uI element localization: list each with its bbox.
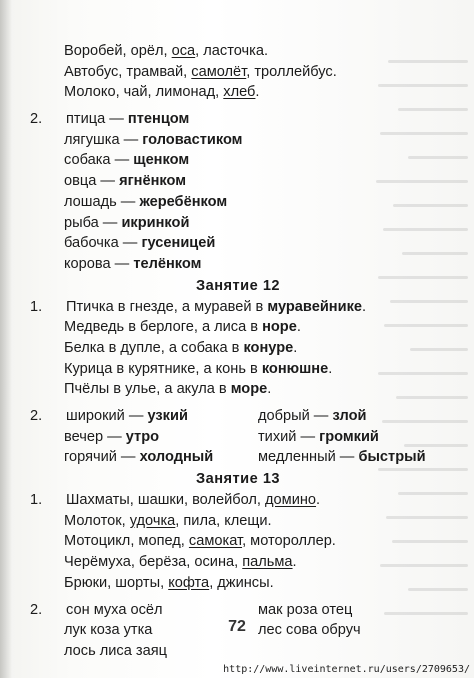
text: Белка в дупле, а собака в: [64, 339, 244, 356]
bold-answer: щенком: [133, 152, 190, 169]
answer-line: [28, 150, 428, 170]
text: , пила, клещи.: [175, 512, 272, 529]
answer-line: [28, 254, 428, 274]
answer-line: [28, 511, 428, 531]
bold-answer: конюшне: [261, 360, 329, 377]
text: Шахматы, шашки, волейбол,: [66, 492, 266, 509]
bold-answer: конуре: [243, 339, 294, 356]
bold-answer: море: [230, 381, 268, 398]
text: .: [296, 319, 301, 336]
bold-answer: икринкой: [121, 214, 190, 231]
answer-line: [28, 192, 428, 212]
answer-line: [28, 600, 428, 620]
text: тихий —: [258, 428, 320, 445]
text: собака —: [64, 152, 134, 169]
answer-line: [28, 552, 428, 572]
text: .: [293, 339, 298, 356]
text: Воробей, орёл,: [64, 43, 172, 59]
answer-line: [28, 531, 428, 551]
answer-line: [28, 297, 428, 317]
bold-answer: злой: [332, 408, 367, 424]
word-group: лось лиса заяц: [64, 642, 167, 659]
text: корова —: [64, 255, 134, 272]
text: рыба —: [64, 214, 122, 231]
underlined-word: удочка: [129, 512, 176, 529]
exercise-number: 2.: [30, 601, 43, 618]
answer-line: [28, 490, 428, 510]
text: Автобус, трамвай,: [64, 63, 192, 80]
underlined-word: кофта: [168, 574, 210, 591]
text: , джинсы.: [209, 574, 274, 591]
bold-answer: телёнком: [133, 255, 202, 272]
page-spine-shadow: [0, 0, 12, 678]
bold-answer: холодный: [139, 449, 214, 466]
underlined-word: самолёт: [191, 63, 247, 80]
text: Медведь в берлоге, а лиса в: [64, 319, 263, 336]
text: лошадь —: [64, 193, 140, 210]
text: .: [292, 554, 297, 571]
text: .: [255, 84, 260, 101]
text: .: [328, 360, 333, 377]
answer-line: [28, 406, 428, 426]
bold-answer: гусеницей: [141, 235, 216, 252]
answer-line: [28, 338, 428, 358]
bold-answer: птенцом: [127, 111, 190, 128]
exercise-number: 1.: [30, 298, 43, 315]
bold-answer: утро: [125, 428, 160, 445]
exercise-number: 1.: [30, 492, 43, 509]
text: бабочка —: [64, 235, 142, 252]
underlined-word: самокат: [188, 533, 243, 550]
bold-answer: головастиком: [142, 131, 243, 148]
bold-answer: громкий: [319, 428, 379, 445]
lesson-heading: Занятие 13: [195, 471, 281, 488]
page-content: [28, 41, 428, 662]
bold-answer: норе: [262, 319, 297, 336]
bold-answer: узкий: [147, 408, 188, 424]
answer-line: [28, 447, 428, 467]
answer-line: [28, 359, 428, 379]
word-group: мак роза отец: [258, 601, 353, 618]
page-number: 72: [228, 618, 246, 635]
word-group: лук коза утка: [64, 622, 153, 639]
text: , ласточка.: [195, 43, 269, 59]
bold-answer: муравейнике: [267, 298, 362, 315]
text: широкий —: [66, 408, 148, 424]
text: , мотороллер.: [242, 533, 336, 550]
text: медленный —: [258, 449, 359, 466]
text: лягушка —: [64, 131, 143, 148]
text: Черёмуха, берёза, осина,: [64, 554, 243, 571]
text: Курица в курятнике, а конь в: [64, 360, 262, 377]
answer-line: [28, 213, 428, 233]
answer-line: [28, 573, 428, 593]
text: Брюки, шорты,: [64, 574, 169, 591]
text-line: [28, 82, 428, 102]
bold-answer: ягнёнком: [119, 173, 187, 190]
underlined-word: домино: [265, 492, 317, 509]
text: овца —: [64, 173, 120, 190]
answer-line: [28, 109, 428, 129]
answer-line: [28, 379, 428, 399]
text: , троллейбус.: [246, 63, 337, 80]
text: .: [316, 492, 321, 509]
answer-line: [28, 317, 428, 337]
text: птица —: [66, 111, 128, 128]
answer-line: [28, 171, 428, 191]
text: .: [362, 298, 367, 315]
text: горячий —: [64, 449, 140, 466]
bold-answer: жеребёнком: [139, 193, 228, 210]
underlined-word: пальма: [242, 554, 293, 571]
text: Птичка в гнезде, а муравей в: [66, 298, 268, 315]
text-line: [28, 62, 428, 82]
exercise-number: 2.: [30, 408, 43, 424]
text: Мотоцикл, мопед,: [64, 533, 189, 550]
word-group: сон муха осёл: [66, 601, 163, 618]
exercise-number: 2.: [30, 111, 43, 128]
bold-answer: быстрый: [358, 449, 426, 466]
text-line: [28, 41, 428, 61]
watermark-url: http://www.liveinternet.ru/users/2709653/: [223, 664, 470, 675]
word-group: лес сова обруч: [258, 622, 361, 639]
underlined-word: оса: [171, 43, 196, 59]
underlined-word: хлеб: [223, 84, 256, 101]
answer-line: [28, 427, 428, 447]
text: добрый —: [258, 408, 333, 424]
answer-line: [28, 233, 428, 253]
answer-line: [28, 641, 428, 661]
lesson-heading: Занятие 12: [195, 277, 281, 294]
text: Молоток,: [64, 512, 130, 529]
text: .: [267, 381, 272, 398]
text: Пчёлы в улье, а акула в: [64, 381, 231, 398]
text: вечер —: [64, 428, 126, 445]
text: Молоко, чай, лимонад,: [64, 84, 224, 101]
answer-line: [28, 130, 428, 150]
